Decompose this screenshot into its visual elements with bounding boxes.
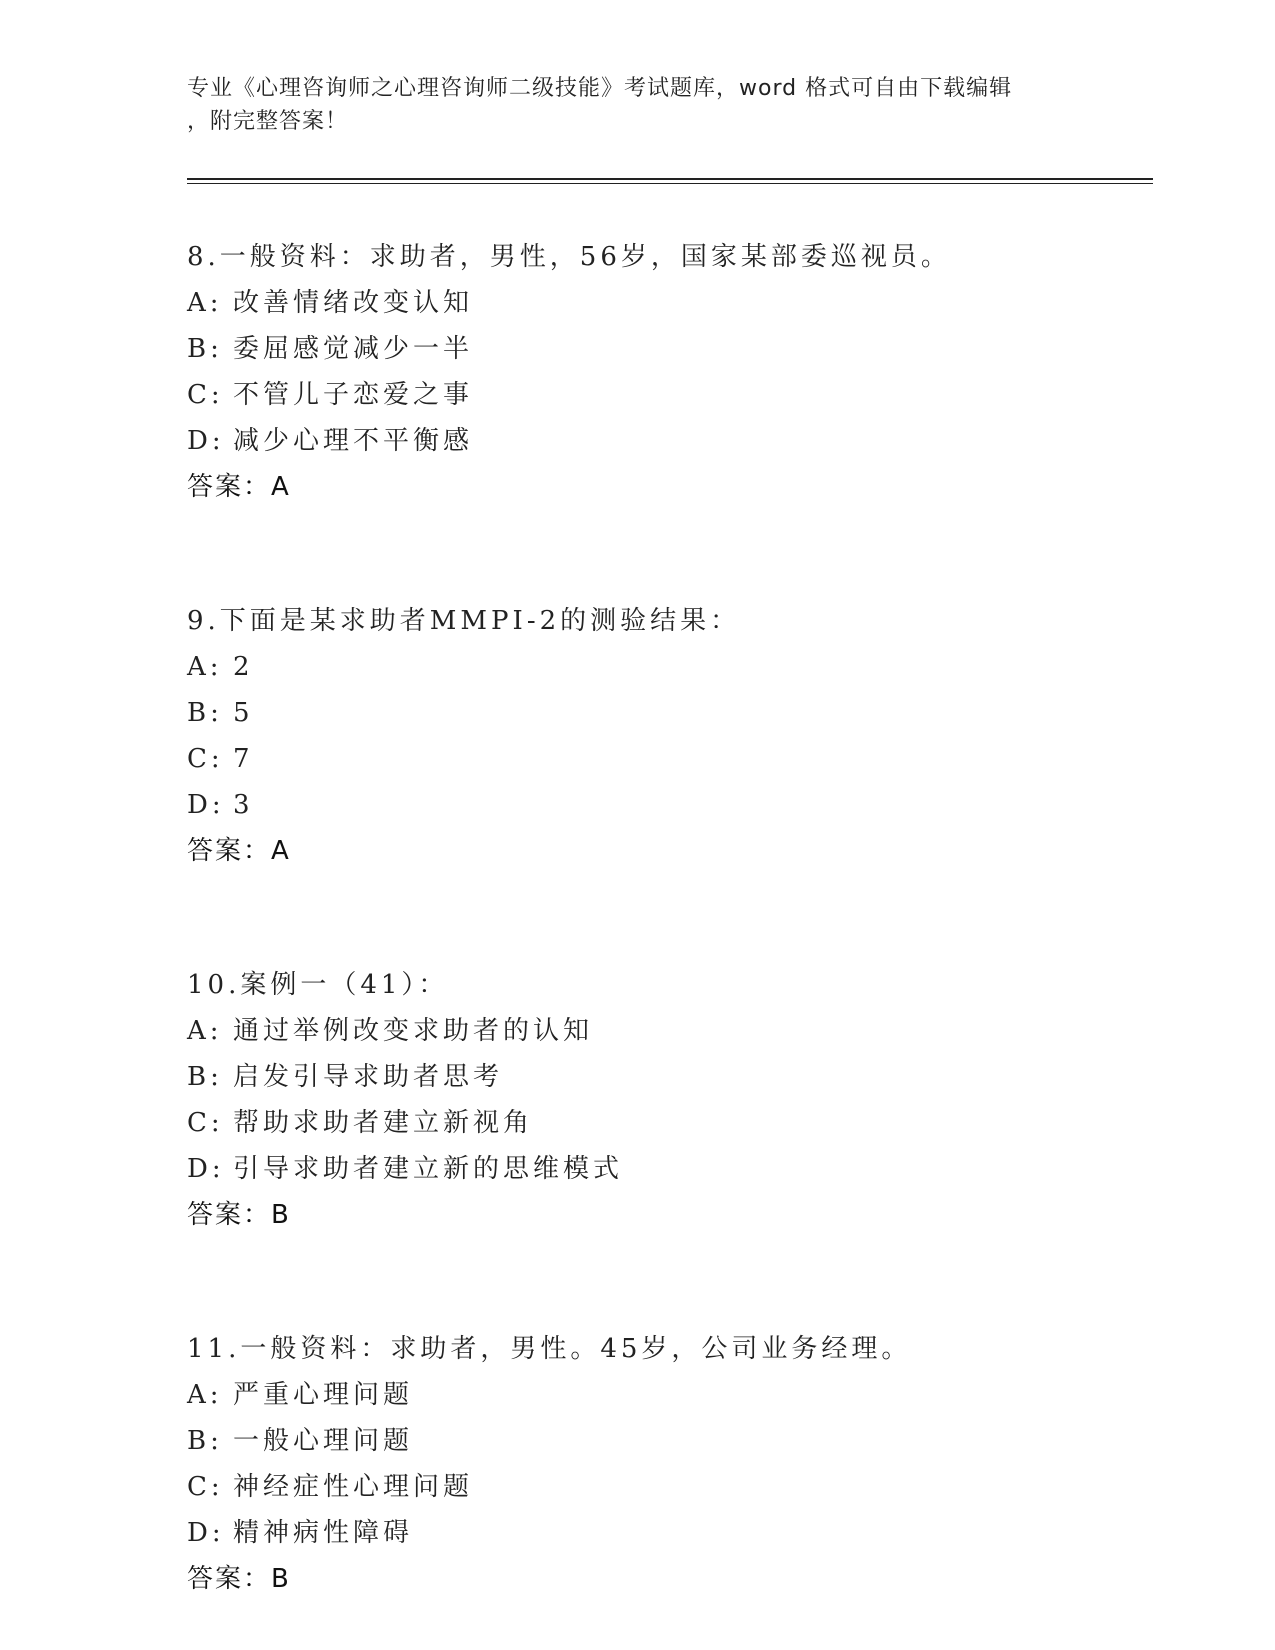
question-10 <box>187 962 1147 1238</box>
header-divider-thick <box>187 178 1153 180</box>
question-9 <box>187 598 1147 874</box>
question-8 <box>187 234 1147 510</box>
option-key: A: <box>187 1016 223 1046</box>
document-header <box>187 72 1067 138</box>
option-key: D: <box>187 790 225 820</box>
option-key: B: <box>187 1062 223 1092</box>
option-text: 引导求助者建立新的思维模式 <box>233 1154 624 1184</box>
option-a <box>187 1372 1147 1418</box>
option-text: 一般心理问题 <box>233 1426 414 1456</box>
option-text: 7 <box>233 744 254 774</box>
option-text: 3 <box>233 790 254 820</box>
option-key: D: <box>187 1154 225 1184</box>
option-key: B: <box>187 1426 223 1456</box>
option-text: 委屈感觉减少一半 <box>233 334 474 364</box>
answer: 答案：B <box>187 1200 291 1230</box>
spacer <box>187 510 1147 598</box>
option-c <box>187 372 1147 418</box>
option-b <box>187 326 1147 372</box>
question-list <box>187 234 1147 1602</box>
option-text: 通过举例改变求助者的认知 <box>233 1016 594 1046</box>
option-a <box>187 644 1147 690</box>
option-a <box>187 280 1147 326</box>
option-c <box>187 1100 1147 1146</box>
option-text: 5 <box>233 698 254 728</box>
option-text: 神经症性心理问题 <box>233 1472 474 1502</box>
spacer <box>187 1238 1147 1326</box>
option-a <box>187 1008 1147 1054</box>
question-stem: 8.一般资料：求助者，男性，56岁，国家某部委巡视员。 <box>187 242 951 272</box>
option-key: C: <box>187 380 224 410</box>
question-stem: 10.案例一（41）： <box>187 970 449 1000</box>
option-text: 精神病性障碍 <box>233 1518 414 1548</box>
header-divider-thin <box>187 183 1153 184</box>
option-b <box>187 1054 1147 1100</box>
answer: 答案：B <box>187 1564 291 1594</box>
option-key: A: <box>187 1380 223 1410</box>
option-d <box>187 782 1147 828</box>
question-11 <box>187 1326 1147 1602</box>
question-stem: 9.下面是某求助者MMPI-2的测验结果： <box>187 606 741 636</box>
option-c <box>187 1464 1147 1510</box>
option-key: C: <box>187 1472 224 1502</box>
option-key: A: <box>187 288 223 318</box>
option-text: 严重心理问题 <box>233 1380 414 1410</box>
option-key: B: <box>187 334 223 364</box>
option-key: B: <box>187 698 223 728</box>
question-stem: 11.一般资料：求助者，男性。45岁，公司业务经理。 <box>187 1334 912 1364</box>
answer: 答案：A <box>187 836 291 866</box>
option-text: 改善情绪改变认知 <box>233 288 474 318</box>
option-key: D: <box>187 1518 225 1548</box>
option-c <box>187 736 1147 782</box>
option-text: 减少心理不平衡感 <box>233 426 474 456</box>
option-key: C: <box>187 1108 224 1138</box>
option-d <box>187 1146 1147 1192</box>
option-text: 不管儿子恋爱之事 <box>233 380 474 410</box>
option-b <box>187 690 1147 736</box>
option-key: C: <box>187 744 224 774</box>
option-text: 2 <box>233 652 254 682</box>
option-d <box>187 418 1147 464</box>
header-line-2: ，附完整答案！ <box>187 109 349 134</box>
option-text: 启发引导求助者思考 <box>233 1062 504 1092</box>
option-text: 帮助求助者建立新视角 <box>233 1108 534 1138</box>
header-line-1: 专业《心理咨询师之心理咨询师二级技能》考试题库，word 格式可自由下载编辑 <box>187 76 1013 101</box>
spacer <box>187 874 1147 962</box>
answer: 答案：A <box>187 472 291 502</box>
option-b <box>187 1418 1147 1464</box>
option-key: D: <box>187 426 225 456</box>
option-key: A: <box>187 652 223 682</box>
option-d <box>187 1510 1147 1556</box>
